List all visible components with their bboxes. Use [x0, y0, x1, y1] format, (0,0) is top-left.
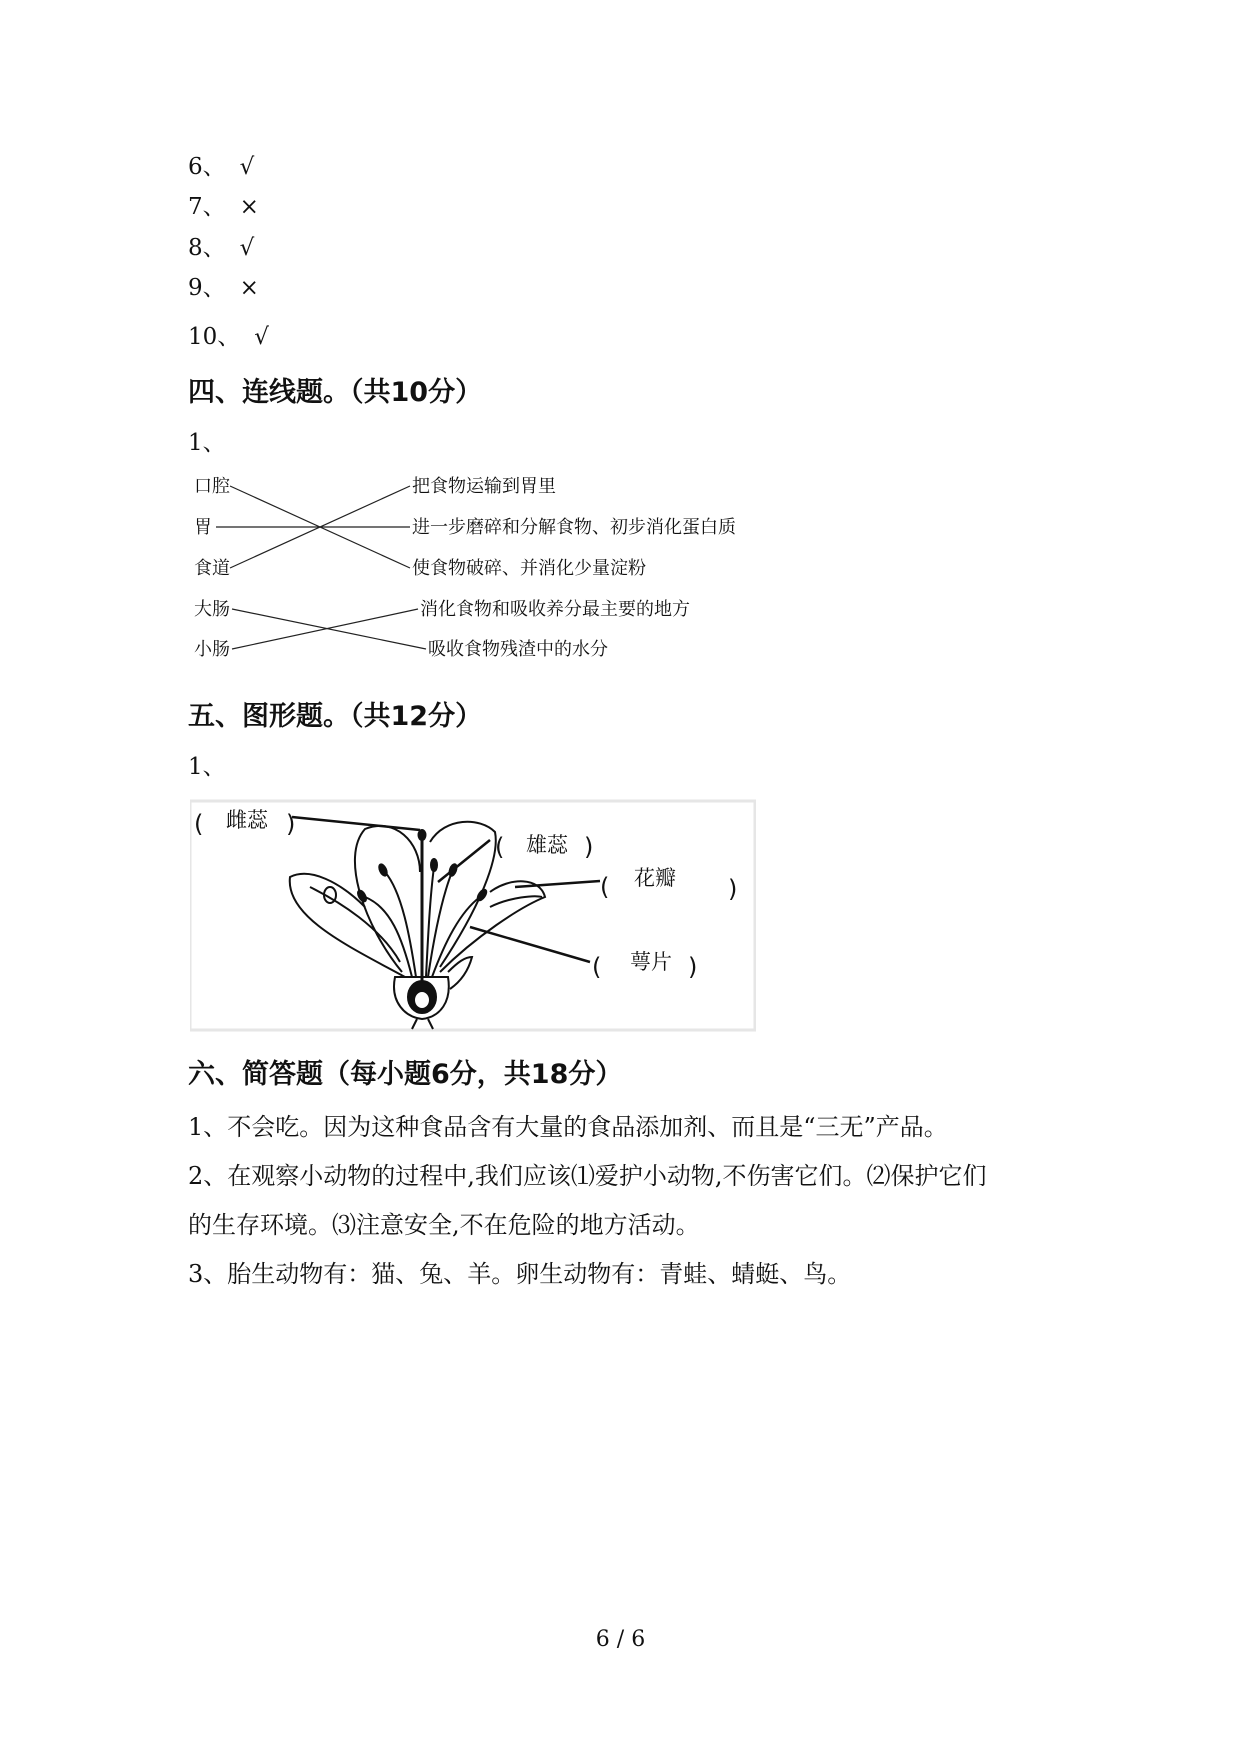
page-number: 6 / 6 [595, 1627, 646, 1652]
left-item-large-intestine: 大肠 [194, 599, 230, 620]
check-mark: √ [239, 235, 255, 261]
answer-paragraph: 2、在观察小动物的过程中,我们应该⑴爱护小动物,不伤害它们。⑵保护它们 [188, 1162, 987, 1190]
open-paren: ( [495, 833, 505, 861]
answer-item [188, 273, 259, 303]
check-mark: √ [239, 154, 255, 180]
answer-number: 7、 [188, 194, 226, 220]
check-mark: √ [254, 324, 269, 350]
answer-paragraph-continued: 的生存环境。⑶注意安全,不在危险的地方活动。 [188, 1211, 700, 1239]
right-item-2: 进一步磨碎和分解食物、初步消化蛋白质 [412, 517, 736, 538]
open-paren: ( [592, 953, 602, 981]
question-label: 1、 [188, 430, 226, 456]
answer-number: 6、 [188, 154, 226, 180]
close-paren: ) [688, 953, 698, 981]
left-item-small-intestine: 小肠 [194, 639, 230, 660]
open-paren: ( [600, 873, 610, 901]
answer-item [188, 152, 254, 182]
section-heading: 四、连线题。（共10分） [188, 377, 483, 408]
matching-diagram [188, 470, 768, 670]
cross-mark: × [239, 275, 259, 301]
left-item-stomach: 胃 [194, 517, 212, 538]
connecting-lines [216, 486, 426, 649]
diagram-frame [190, 801, 755, 1030]
answer-paragraph: 3、胎生动物有：猫、兔、羊。卵生动物有：青蛙、蜻蜓、鸟。 [188, 1260, 852, 1288]
answer-item [188, 233, 254, 263]
right-item-1: 把食物运输到胃里 [412, 476, 556, 497]
sepal-label: 萼片 [630, 950, 672, 974]
left-items [194, 476, 230, 660]
question-label: 1、 [188, 754, 226, 780]
right-items [412, 476, 736, 660]
pistil-label: 雌蕊 [226, 808, 268, 832]
close-paren: ) [728, 875, 738, 903]
section-heading: 六、简答题（每小题6分，共18分） [188, 1059, 623, 1090]
open-paren: ( [194, 810, 204, 838]
left-item-esophagus: 食道 [194, 558, 230, 579]
answer-number: 8、 [188, 235, 226, 261]
cross-mark: × [239, 194, 259, 220]
left-item-mouth: 口腔 [194, 476, 230, 497]
answer-item [188, 192, 259, 222]
answer-number: 10、 [188, 324, 241, 350]
right-item-3: 使食物破碎、并消化少量淀粉 [412, 558, 646, 579]
close-paren: ) [584, 833, 594, 861]
stamen-label: 雄蕊 [526, 833, 568, 857]
right-item-4: 消化食物和吸收养分最主要的地方 [420, 599, 690, 620]
answer-item [188, 322, 269, 352]
answer-paragraph: 1、不会吃。因为这种食品含有大量的食品添加剂、而且是“三无”产品。 [188, 1113, 948, 1141]
close-paren: ) [286, 810, 296, 838]
right-item-5: 吸收食物残渣中的水分 [428, 639, 608, 660]
flower-diagram [190, 797, 756, 1032]
answer-number: 9、 [188, 275, 226, 301]
section-heading: 五、图形题。（共12分） [188, 701, 483, 732]
petal-label: 花瓣 [634, 866, 676, 890]
